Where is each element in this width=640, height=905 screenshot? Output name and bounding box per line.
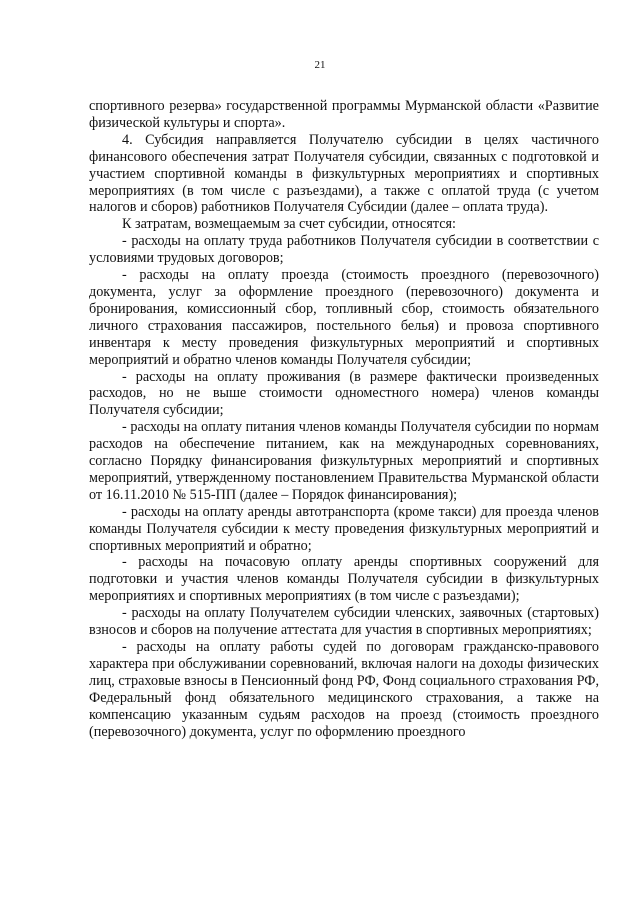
paragraph-item-4: 4. Субсидия направляется Получателю субсидии в целях частичного финансового обеспечения затрат Получателя субсидии, связанных с подготовкой и участием спортивной команды в физкультурных мероприятиях и спортивных мероприятиях (в том числе с разъездами), а также с оплатой труда (с учетом налогов и сборов) работников Получателя Субсидии (далее – оплата труда). [89,131,599,216]
list-item-labor-costs: - расходы на оплату труда работников Получателя субсидии в соответствии с условиями трудовых договоров; [89,233,599,267]
list-item-entry-fees: - расходы на оплату Получателем субсидии членских, заявочных (стартовых) взносов и сборов на получение аттестата для участия в спортивных мероприятиях; [89,605,599,639]
list-item-travel-costs: - расходы на оплату проезда (стоимость проездного (перевозочного) документа, услуг за оформление проездного (перевозочного) документа и бронирования, комиссионный сбор, топливный сбор, стоимость обязательного личного страхования пассажиров, постельного белья) и провоза спортивного инвентаря к месту проведения физкультурных мероприятий и спортивных мероприятий и обратно членов команды Получателя субсидии; [89,267,599,368]
list-item-vehicle-rental-costs: - расходы на оплату аренды автотранспорта (кроме такси) для проезда членов команды Получателя субсидии к месту проведения физкультурных мероприятий и спортивных мероприятий и обратно; [89,503,599,554]
paragraph-continuation: спортивного резерва» государственной программы Мурманской области «Развитие физической культуры и спорта». [89,98,599,131]
list-item-referee-costs: - расходы на оплату работы судей по договорам гражданско-правового характера при обслуживании соревнований, включая налоги на доходы физических лиц, страховые взносы в Пенсионный фонд РФ, Фонд социального страхования РФ, Федеральный фонд обязательного медицинского страхования, а также на компенсацию указанным судьям расходов на проезд (стоимость проездного (перевозочного) документа, услуг по оформлению проездного [89,639,599,740]
list-item-accommodation-costs: - расходы на оплату проживания (в размере фактически произведенных расходов, но не выше стоимости одноместного номера) членов команды Получателя субсидии; [89,368,599,419]
list-item-facility-rental-costs: - расходы на почасовую оплату аренды спортивных сооружений для подготовки и участия членов команды Получателя субсидии в физкультурных мероприятиях и спортивных мероприятиях (в том числе с разъездами); [89,554,599,605]
document-body [89,98,599,740]
list-item-meal-costs: - расходы на оплату питания членов команды Получателя субсидии по нормам расходов на обеспечение питанием, как на международных соревнованиях, согласно Порядку финансирования физкультурных мероприятий и спортивных мероприятий, утвержденному постановлением Правительства Мурманской области от 16.11.2010 № 515-ПП (далее – Порядок финансирования); [89,419,599,503]
page-number: 21 [314,59,326,71]
paragraph-costs-intro: К затратам, возмещаемым за счет субсидии, относятся: [122,216,456,233]
